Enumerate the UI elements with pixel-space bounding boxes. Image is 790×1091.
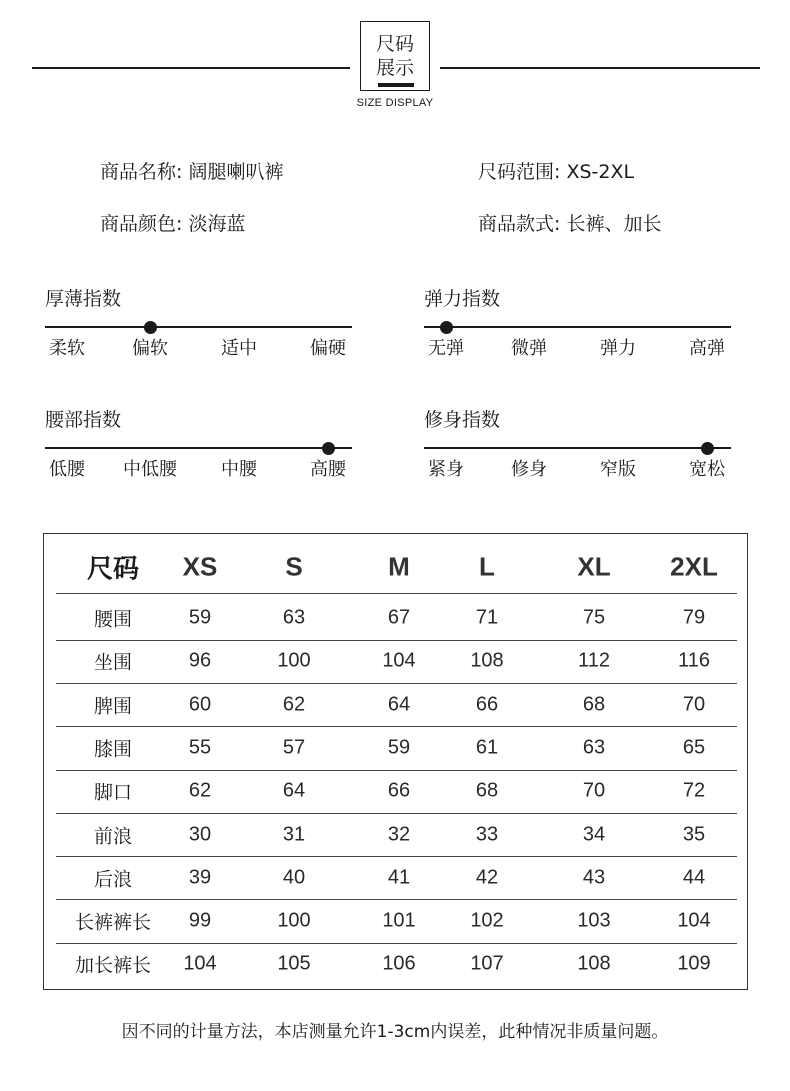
table-cell: 104 — [183, 952, 217, 975]
table-header-size: XS — [182, 551, 218, 582]
index-option: 微弹 — [511, 338, 547, 359]
table-cell: 62 — [188, 779, 212, 802]
table-cell: 68 — [582, 693, 606, 716]
index-option: 弹力 — [600, 338, 636, 359]
table-cell: 116 — [678, 649, 710, 672]
index-option: 中低腰 — [123, 459, 177, 480]
index-track — [45, 447, 352, 449]
table-cell: 108 — [577, 952, 611, 975]
table-cell: 41 — [387, 866, 411, 889]
index-option: 修身 — [511, 459, 547, 480]
table-row-label: 脚口 — [93, 781, 133, 804]
index-option: 宽松 — [689, 459, 725, 480]
table-cell: 66 — [475, 693, 499, 716]
index-track — [424, 326, 731, 328]
table-row-label: 膝围 — [93, 738, 133, 761]
index-option: 高弹 — [689, 338, 725, 359]
table-header-size: 2XL — [670, 551, 718, 582]
table-header-size: S — [285, 551, 303, 582]
index-track — [45, 326, 352, 328]
table-cell: 62 — [282, 693, 306, 716]
header-rule-right — [440, 67, 760, 69]
table-cell: 109 — [677, 952, 711, 975]
table-cell: 68 — [475, 779, 499, 802]
table-cell: 34 — [582, 823, 606, 845]
table-header-size: XL — [577, 551, 611, 582]
table-row-divider — [56, 943, 737, 944]
table-row-divider — [56, 856, 737, 857]
table-cell: 105 — [277, 952, 311, 975]
header-subtitle: SIZE DISPLAY — [356, 97, 434, 109]
table-cell: 61 — [475, 736, 499, 759]
table-cell: 67 — [387, 606, 411, 629]
table-cell: 33 — [475, 823, 499, 845]
header-accent-bar — [378, 83, 414, 87]
header-rule-left — [32, 67, 350, 69]
table-row-divider — [56, 726, 737, 727]
index-marker — [144, 321, 157, 334]
table-header-label: 尺码 — [86, 554, 140, 585]
table-cell: 102 — [470, 909, 504, 932]
table-cell: 70 — [682, 693, 706, 716]
table-row-divider — [56, 770, 737, 771]
table-cell: 30 — [188, 823, 212, 845]
table-cell: 40 — [282, 866, 306, 889]
table-cell: 100 — [277, 909, 311, 932]
index-title: 腰部指数 — [45, 409, 122, 431]
footer-note: 因不同的计量方法，本店测量允许1-3cm内误差，此种情况非质量问题。 — [121, 1022, 669, 1042]
header-title-line1: 尺码 — [375, 33, 414, 55]
header-title-box — [360, 21, 430, 91]
table-cell: 42 — [475, 866, 499, 889]
table-cell: 79 — [682, 606, 706, 629]
table-cell: 108 — [470, 649, 504, 672]
table-row-label: 前浪 — [93, 825, 133, 847]
table-cell: 60 — [188, 693, 212, 716]
table-cell: 35 — [682, 823, 706, 845]
table-row-label: 长裤裤长 — [74, 911, 152, 934]
table-cell: 31 — [282, 823, 306, 845]
table-cell: 104 — [382, 649, 416, 672]
table-cell: 66 — [387, 779, 411, 802]
table-cell: 101 — [382, 909, 416, 932]
table-cell: 112 — [578, 649, 610, 672]
table-row-divider — [56, 813, 737, 814]
table-cell: 65 — [682, 736, 706, 759]
table-cell: 64 — [282, 779, 306, 802]
table-row-label: 坐围 — [93, 651, 133, 674]
index-option: 偏硬 — [310, 338, 346, 359]
index-option: 无弹 — [428, 338, 464, 359]
table-cell: 104 — [677, 909, 711, 932]
table-row-label: 脾围 — [93, 695, 133, 718]
table-header-size: M — [388, 551, 410, 582]
table-row-label: 腰围 — [93, 608, 133, 631]
index-title: 厚薄指数 — [45, 288, 122, 310]
index-option: 适中 — [221, 338, 257, 359]
index-option: 偏软 — [132, 338, 168, 359]
table-cell: 44 — [682, 866, 706, 889]
index-option: 柔软 — [49, 338, 85, 359]
index-title: 弹力指数 — [424, 288, 501, 310]
table-cell: 43 — [582, 866, 606, 889]
info-size-range: 尺码范围: XS-2XL — [478, 161, 635, 183]
index-option: 中腰 — [221, 459, 257, 480]
table-cell: 39 — [188, 866, 212, 889]
table-cell: 100 — [277, 649, 311, 672]
table-cell: 72 — [682, 779, 706, 802]
table-cell: 70 — [582, 779, 606, 802]
index-option: 窄版 — [600, 459, 636, 480]
index-option: 低腰 — [49, 459, 85, 480]
table-cell: 103 — [577, 909, 611, 932]
table-cell: 64 — [387, 693, 411, 716]
table-row-divider — [56, 593, 737, 594]
table-cell: 57 — [282, 736, 306, 759]
info-product-style: 商品款式: 长裤、加长 — [478, 213, 662, 235]
info-product-color: 商品颜色: 淡海蓝 — [100, 213, 246, 235]
table-cell: 32 — [387, 823, 411, 845]
index-marker — [701, 442, 714, 455]
size-table — [43, 533, 748, 990]
table-cell: 107 — [470, 952, 504, 975]
table-cell: 75 — [582, 606, 606, 629]
table-row-label: 后浪 — [93, 868, 133, 891]
table-row-divider — [56, 899, 737, 900]
info-product-name: 商品名称: 阔腿喇叭裤 — [100, 161, 284, 183]
index-marker — [322, 442, 335, 455]
table-row-divider — [56, 640, 737, 641]
index-track — [424, 447, 731, 449]
table-row-divider — [56, 683, 737, 684]
table-header-size: L — [479, 551, 495, 582]
table-cell: 59 — [387, 736, 411, 759]
index-marker — [440, 321, 453, 334]
index-option: 紧身 — [428, 459, 464, 480]
table-cell: 96 — [188, 649, 212, 672]
index-title: 修身指数 — [424, 409, 501, 431]
table-cell: 59 — [188, 606, 212, 629]
table-cell: 106 — [382, 952, 416, 975]
header-title-line2: 展示 — [375, 57, 414, 79]
table-cell: 63 — [282, 606, 306, 629]
table-row-label: 加长裤长 — [74, 954, 152, 977]
table-cell: 99 — [188, 909, 212, 932]
table-cell: 71 — [475, 606, 499, 629]
table-cell: 63 — [582, 736, 606, 759]
table-cell: 55 — [188, 736, 212, 759]
index-option: 高腰 — [310, 459, 346, 480]
